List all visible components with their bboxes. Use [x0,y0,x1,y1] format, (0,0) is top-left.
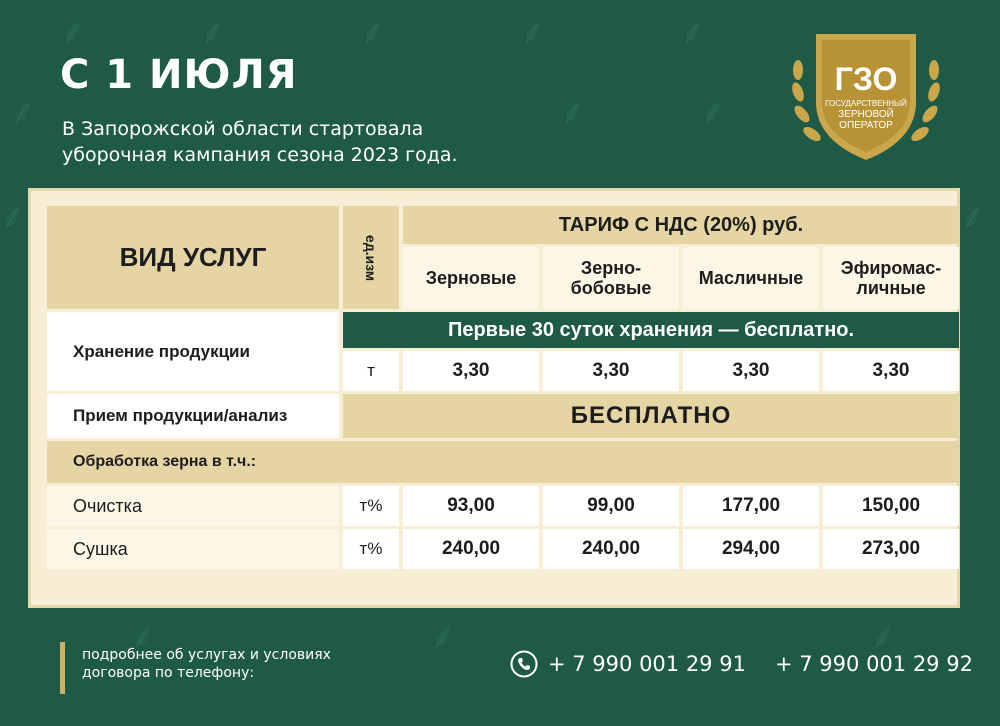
processing-section-row [47,441,959,483]
storage-value: 3,30 [543,351,679,391]
unit-header-text: ед.изм [362,234,379,281]
crop-header-line: Эфиромас- [840,258,942,278]
cleaning-value: 177,00 [683,486,819,526]
footer-info-line: договора по телефону: [82,665,255,681]
crop-header [683,247,819,309]
cleaning-unit: т% [343,486,399,526]
table-row [47,486,959,526]
drying-value: 240,00 [543,529,679,569]
subtitle: В Запорожской области стартовала уборочная кампания сезона 2023 года. [62,118,458,166]
wheat-icon: ⸙ [60,12,86,52]
drying-value: 273,00 [823,529,959,569]
intake-free-badge: БЕСПЛАТНО [343,394,959,438]
drying-unit: т% [343,529,399,569]
gzo-logo [786,22,946,167]
storage-value: 3,30 [683,351,819,391]
logo-line-2: ЗЕРНОВОЙ [838,109,894,120]
phone-number-1[interactable]: + 7 990 001 29 91 [548,652,746,676]
table-header-row [47,206,959,244]
crop-header-line: личные [856,278,926,298]
crop-header [403,247,539,309]
wheat-icon: ⸙ [960,197,986,237]
storage-note: Первые 30 суток хранения — бесплатно. [343,312,959,348]
wheat-icon: ⸙ [700,92,726,132]
cleaning-label: Очистка [47,486,339,526]
crop-header-line: Зерно- [580,258,642,278]
storage-label: Хранение продукции [47,312,339,391]
wheat-icon: ⸙ [360,12,386,52]
cleaning-value: 93,00 [403,486,539,526]
crop-header-line: Масличные [698,268,804,288]
crop-header [823,247,959,309]
processing-label: Обработка зерна в т.ч.: [47,441,959,483]
phone-number-2[interactable]: + 7 990 001 29 92 [775,652,973,676]
wheat-icon: ⸙ [0,197,26,237]
drying-label: Сушка [47,529,339,569]
wheat-icon: ⸙ [430,617,456,657]
crop-header-line: бобовые [570,278,652,298]
tariff-card [28,188,960,608]
drying-value: 240,00 [403,529,539,569]
tariff-table [43,203,963,572]
storage-unit: т [343,351,399,391]
wheat-icon: ⸙ [10,92,36,132]
logo-line-1: ГОСУДАРСТВЕННЫЙ [825,99,907,108]
unit-header [343,206,399,309]
intake-label: Прием продукции/анализ [47,394,339,438]
storage-note-row [47,312,959,348]
wheat-icon: ⸙ [520,12,546,52]
wheat-icon: ⸙ [870,617,896,657]
cleaning-value: 150,00 [823,486,959,526]
footer-accent-bar [60,642,65,694]
headline: С 1 ИЮЛЯ [60,52,298,98]
crop-header-line: Зерновые [425,268,517,288]
service-header: ВИД УСЛУГ [47,206,339,309]
storage-value: 3,30 [823,351,959,391]
intake-row [47,394,959,438]
phone-icon [510,650,538,678]
wheat-icon: ⸙ [560,92,586,132]
wheat-icon: ⸙ [200,12,226,52]
tariff-header: ТАРИФ С НДС (20%) руб. [403,206,959,244]
logo-abbr: ГЗО [834,61,898,97]
drying-value: 294,00 [683,529,819,569]
crop-header [543,247,679,309]
storage-value: 3,30 [403,351,539,391]
cleaning-value: 99,00 [543,486,679,526]
wheat-icon: ⸙ [130,617,156,657]
table-row [47,529,959,569]
wheat-icon: ⸙ [680,12,706,52]
footer-info-line: подробнее об услугах и условиях [82,647,331,663]
logo-line-3: ОПЕРАТОР [839,120,893,131]
footer-info [82,646,382,682]
